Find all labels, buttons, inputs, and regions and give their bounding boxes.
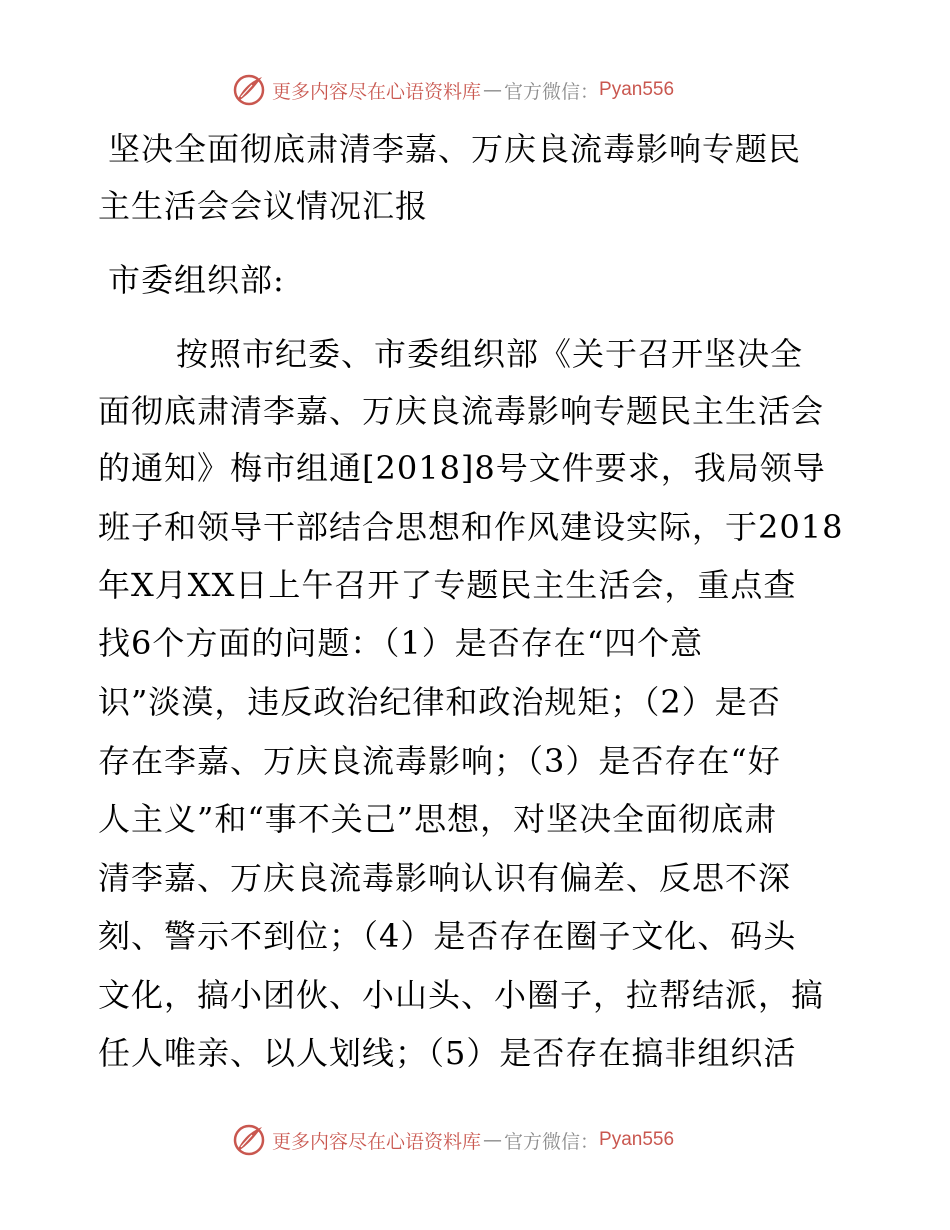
body-line-12: 文化，搞小团伙、小山头、小圈子，拉帮结派，搞 [98,976,825,1014]
watermark-banner-top [232,72,732,108]
body-line-4: 班子和领导干部结合思想和作风建设实际，于2018 [98,508,844,546]
watermark-banner-bottom [232,1122,732,1158]
body-line-8: 存在李嘉、万庆良流毒影响；（3）是否存在“好 [98,742,781,780]
body-line-6: 找6个方面的问题：（1）是否存在“四个意 [98,624,704,662]
quill-logo-icon [232,1123,266,1157]
watermark-account: Pyan556 [599,79,675,100]
watermark-promo-text: 更多内容尽在心语资料库 [272,80,482,103]
body-line-1: 按照市纪委、市委组织部《关于召开坚决全 [176,335,804,373]
body-line-5: 年X月XX日上午召开了专题民主生活会，重点查 [98,566,797,604]
body-line-13: 任人唯亲、以人划线；（5）是否存在搞非组织活 [98,1034,797,1072]
watermark-account: Pyan556 [599,1129,675,1150]
document-title-line-1: 坚决全面彻底肃清李嘉、万庆良流毒影响专题民 [108,130,802,168]
watermark-dash: — [483,1129,503,1151]
document-title-line-2: 主生活会会议情况汇报 [98,187,429,225]
watermark-wechat-label: 官方微信： [504,80,600,103]
body-line-11: 刻、警示不到位；（4）是否存在圈子文化、码头 [98,917,797,955]
body-line-3: 的通知》梅市组通[2018]8号文件要求，我局领导 [98,449,826,487]
body-line-7: 识”淡漠，违反政治纪律和政治规矩；（2）是否 [98,683,781,721]
body-line-10: 清李嘉、万庆良流毒影响认识有偏差、反思不深 [98,859,792,897]
watermark-dash: — [483,79,503,101]
body-line-2: 面彻底肃清李嘉、万庆良流毒影响专题民主生活会 [98,392,825,430]
quill-logo-icon [232,73,266,107]
watermark-wechat-label: 官方微信： [504,1130,600,1153]
salutation: 市委组织部: [108,261,285,299]
body-line-9: 人主义”和“事不关己”思想，对坚决全面彻底肃 [98,800,778,838]
watermark-promo-text: 更多内容尽在心语资料库 [272,1130,482,1153]
